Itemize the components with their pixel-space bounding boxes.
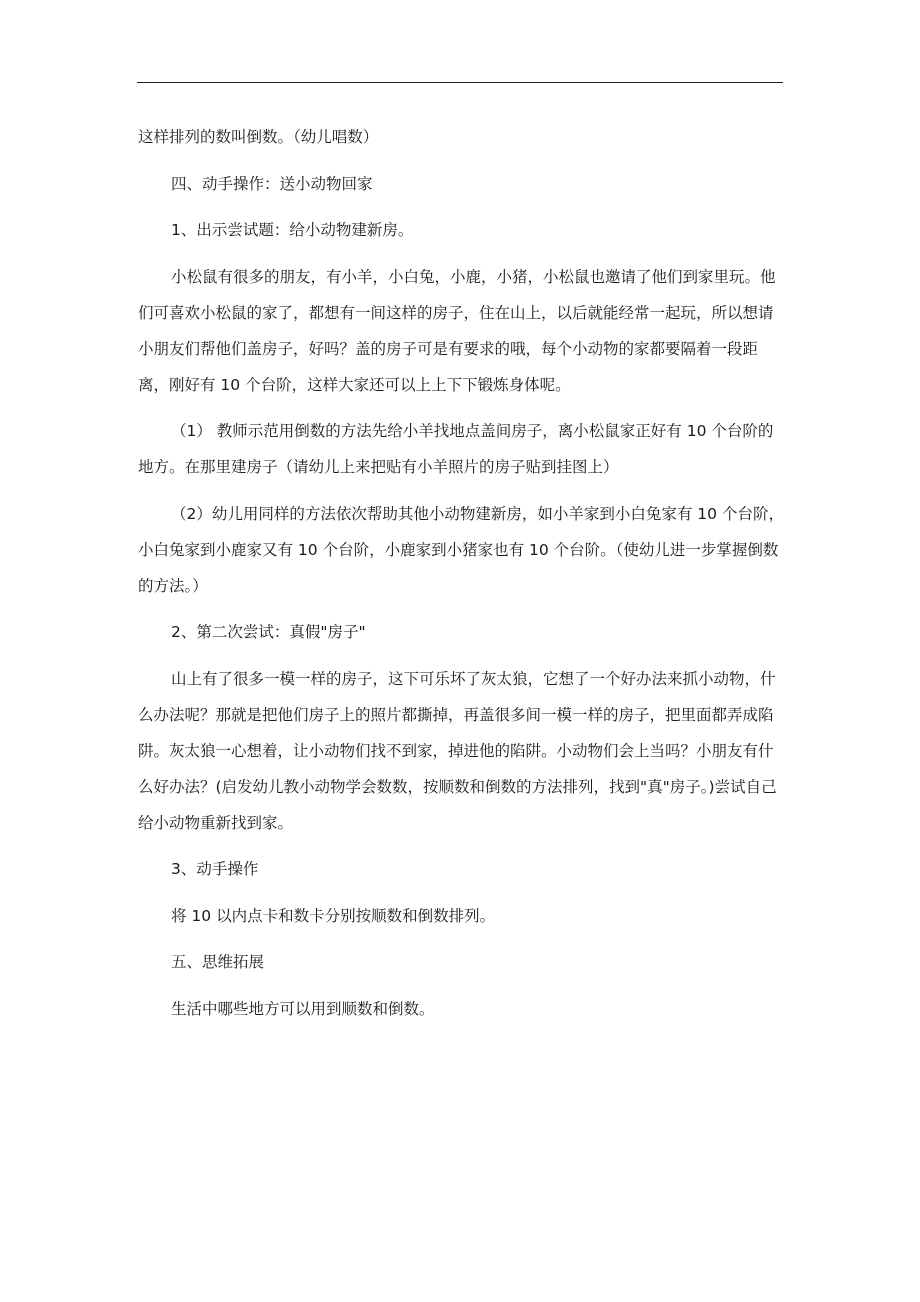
paragraph-wolf-story: 山上有了很多一模一样的房子，这下可乐坏了灰太狼，它想了一个好办法来抓小动物，什么办法呢？那就是把他们房子上的照片都撕掉，再盖很多间一模一样的房子，把里面都弄成陷阱。灰太狼一心想着，让小动物们找不到家，掉进他的陷阱。小动物们会上当吗？小朋友有什么好办法？(启发幼儿教小动物学会数数，按顺数和倒数的方法排列，找到"真"房子。)尝试自己给小动物重新找到家。 <box>138 669 777 832</box>
heading-step-one: 1、出示尝试题：给小动物建新房。 <box>171 221 414 239</box>
document-body <box>138 119 786 1037</box>
paragraph-card-sorting: 将 10 以内点卡和数卡分别按顺数和倒数排列。 <box>171 906 496 925</box>
heading-step-two: 2、第二次尝试：真假"房子" <box>171 623 366 641</box>
heading-section-five: 五、思维拓展 <box>171 953 265 971</box>
paragraph-children-practice: （2）幼儿用同样的方法依次帮助其他小动物建新房，如小羊家到小白兔家有 10 个台阶，小白兔家到小鹿家又有 10 个台阶，小鹿家到小猪家也有 10 个台阶。（使幼儿进一步掌握倒数的方法。） <box>138 504 784 595</box>
paragraph-daily-life: 生活中哪些地方可以用到顺数和倒数。 <box>171 999 435 1018</box>
paragraph-counting-down-note: 这样排列的数叫倒数。（幼儿唱数） <box>138 128 379 146</box>
header-rule <box>137 82 783 83</box>
heading-section-four: 四、动手操作：送小动物回家 <box>171 174 373 193</box>
paragraph-teacher-demo: （1） 教师示范用倒数的方法先给小羊找地点盖间房子，离小松鼠家正好有 10 个台阶的地方。在那里建房子（请幼儿上来把贴有小羊照片的房子贴到挂图上） <box>138 422 774 476</box>
paragraph-squirrel-story: 小松鼠有很多的朋友，有小羊，小白兔，小鹿，小猪，小松鼠也邀请了他们到家里玩。他们可喜欢小松鼠的家了，都想有一间这样的房子，住在山上，以后就能经常一起玩，所以想请小朋友们帮他们盖房子，好吗？盖的房子可是有要求的哦，每个小动物的家都要隔着一段距离，刚好有 10 个台阶，这样大家还可以上上下下锻炼身体呢。 <box>138 267 776 394</box>
heading-step-three: 3、动手操作 <box>171 860 259 878</box>
